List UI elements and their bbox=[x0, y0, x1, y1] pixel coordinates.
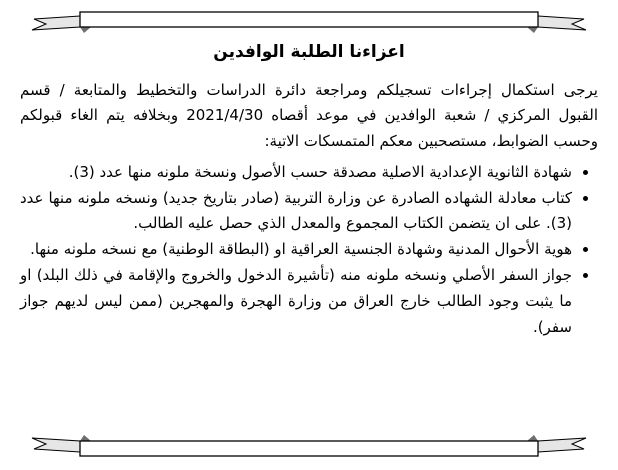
scroll-banner-top-icon bbox=[0, 3, 618, 37]
requirement-item-passport: • جواز السفر الأصلي ونسخه ملونه منه (تأشيرة الدخول والخروج والإقامة في ذلك البلد) او ما يثبت وجود الطالب خارج العراق من وزارة الهجرة والمهجرين (ممن ليس لديهم جواز سفر). bbox=[20, 263, 572, 340]
requirement-item-equivalence-letter: • كتاب معادلة الشهاده الصادرة عن وزارة التربية (صادر بتاريخ جديد) ونسخه ملونه منها عدد (3). على ان يتضمن الكتاب المجموع والمعدل الذي حصل عليه الطالب. bbox=[20, 186, 572, 238]
page-title: اعزاءنا الطلبة الوافدين bbox=[213, 42, 405, 62]
requirement-item-national-id: • هوية الأحوال المدنية وشهادة الجنسية العراقية او (البطاقة الوطنية) مع نسخه ملونه منها. bbox=[20, 237, 572, 263]
intro-paragraph: يرجى استكمال إجراءات تسجيلكم ومراجعة دائرة الدراسات والتخطيط والمتابعة / قسم القبول المركزي / شعبة الوافدين في موعد أقصاه 2021/4/30 وبخلافه يتم الغاء قبولكم وحسب الضوابط، مستصحبين معكم المتمسكات الاتية: bbox=[20, 80, 598, 151]
requirements-list bbox=[20, 160, 598, 341]
scroll-banner-bottom-icon bbox=[0, 431, 618, 465]
requirement-item-certificate: • شهادة الثانوية الإعدادية الاصلية مصدقة حسب الأصول ونسخة ملونه منها عدد (3). bbox=[20, 160, 572, 186]
